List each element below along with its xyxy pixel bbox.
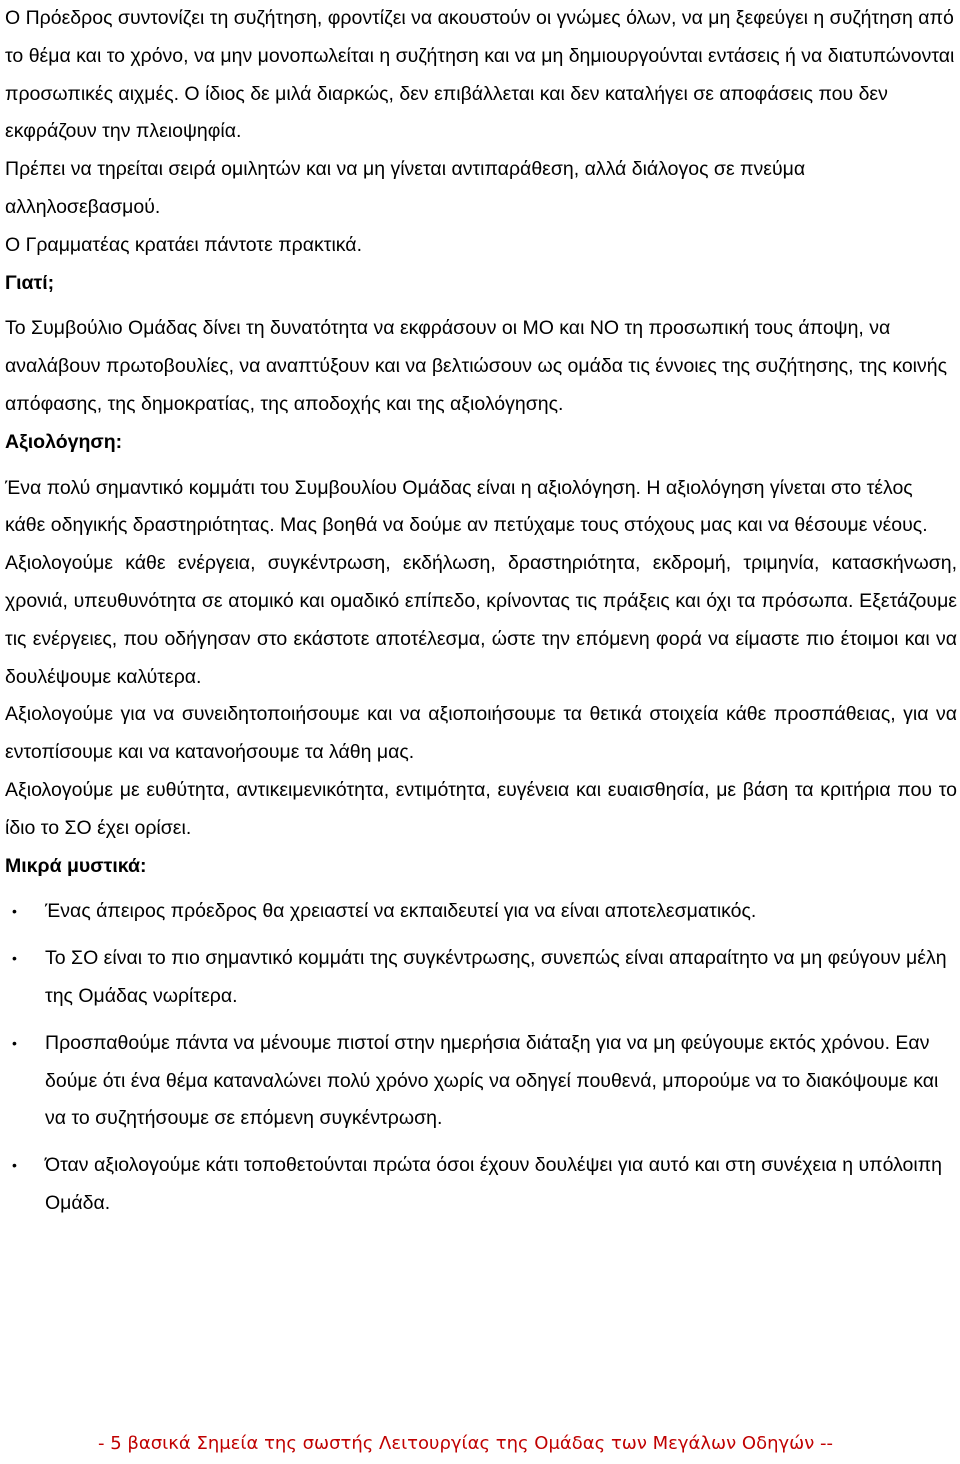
evaluation-paragraph-3: Αξιολογούμε για να συνειδητοποιήσουμε και να αξιοποιήσουμε τα θετικά στοιχεία κάθε προσπάθειας, για να εντοπίσουμε και να κατανοήσουμε τα λάθη μας. xyxy=(5,703,957,764)
tips-list xyxy=(5,893,957,1222)
bullet-icon: • xyxy=(12,1034,17,1051)
page-footer xyxy=(0,1433,960,1454)
list-item-text: Όταν αξιολογούμε κάτι τοποθετούνται πρώτα όσοι έχουν δουλέψει για αυτό και στη συνέχεια η υπόλοιπη Ομάδα. xyxy=(45,1154,943,1214)
bullet-icon: • xyxy=(12,903,17,920)
footer-text: - 5 βασικά Σημεία της σωστής Λειτουργίας της Ομάδας των Μεγάλων Οδηγών -- xyxy=(98,1433,833,1454)
spacer xyxy=(5,302,957,310)
evaluation-paragraph-4: Αξιολογούμε με ευθύτητα, αντικειμενικότητα, εντιμότητα, ευγένεια και ευαισθησία, με βάση τα κριτήρια που το ίδιο το ΣΟ έχει ορίσει. xyxy=(5,778,957,839)
spacer xyxy=(5,462,957,470)
bullet-icon: • xyxy=(12,1157,17,1174)
tips-heading: Μικρά μυστικά: xyxy=(5,854,147,877)
list-item-text: Προσπαθούμε πάντα να μένουμε πιστοί στην ημερήσια διάταξη για να μη φεύγουμε εκτός χρόνου. Εαν δούμε ότι ένα θέμα καταναλώνει πολύ χρόνο χωρίς να οδηγεί πουθενά, μπορούμε να το διακόψουμε και να το συζητήσουμε σε επόμενη συγκέντρωση. xyxy=(45,1031,939,1130)
list-item xyxy=(5,893,957,931)
why-heading: Γιατί; xyxy=(5,271,55,294)
list-item xyxy=(5,940,957,1016)
list-item-text: Ένας άπειρος πρόεδρος θα χρειαστεί να εκπαιδευτεί για να είναι αποτελεσματικός. xyxy=(45,900,757,923)
list-item xyxy=(5,1025,957,1138)
why-paragraph: Το Συμβούλιο Ομάδας δίνει τη δυνατότητα να εκφράσουν οι ΜΟ και ΝΟ τη προσωπική τους άποψη, να αναλάβουν πρωτοβουλίες, να αναπτύξουν και να βελτιώσουν ως ομάδα τις έννοιες της συζήτησης, της κοινής απόφασης, της δημοκρατίας, της αποδοχής και της αξιολόγησης. xyxy=(5,317,947,415)
document-page xyxy=(5,0,957,1232)
evaluation-paragraph-1: Ένα πολύ σημαντικό κομμάτι του Συμβουλίου Ομάδας είναι η αξιολόγηση. Η αξιολόγηση γίνεται στο τέλος κάθε οδηγικής δραστηριότητας. Μας βοηθά να δούμε αν πετύχαμε τους στόχους μας και να θέσουμε νέους. xyxy=(5,476,928,537)
intro-paragraph-3: Ο Γραμματέας κρατάει πάντοτε πρακτικά. xyxy=(5,233,362,256)
list-item xyxy=(5,1147,957,1223)
list-item-text: Το ΣΟ είναι το πιο σημαντικό κομμάτι της συγκέντρωσης, συνεπώς είναι απαραίτητο να μη φεύγουν μέλη της Ομάδας νωρίτερα. xyxy=(45,947,947,1007)
bullet-icon: • xyxy=(12,950,17,967)
evaluation-heading: Αξιολόγηση: xyxy=(5,430,123,453)
intro-paragraph-1: Ο Πρόεδρος συντονίζει τη συζήτηση, φροντίζει να ακουστούν οι γνώμες όλων, να μη ξεφεύγει η συζήτηση από το θέμα και το χρόνο, να μην μονοπωλείται η συζήτηση και να μη δημιουργούνται εντάσεις ή να διατυπώνονται προσωπικές αιχμές. Ο ίδιος δε μιλά διαρκώς, δεν επιβάλλεται και δεν καταλήγει σε αποφάσεις που δεν εκφράζουν την πλειοψηφία. xyxy=(5,7,955,143)
intro-paragraph-2: Πρέπει να τηρείται σειρά ομιλητών και να μη γίνεται αντιπαράθεση, αλλά διάλογος σε πνεύμα αλληλοσεβασμού. xyxy=(5,158,806,218)
evaluation-paragraph-2: Αξιολογούμε κάθε ενέργεια, συγκέντρωση, εκδήλωση, δραστηριότητα, εκδρομή, τριμηνία, κατασκήνωση, χρονιά, υπευθυνότητα σε ατομικό και ομαδικό επίπεδο, κρίνοντας τις πράξεις και όχι τα πρόσωπα. Εξετάζουμε τις ενέργειες, που οδήγησαν στο εκάστοτε αποτέλεσμα, ώστε την επόμενη φορά να είμαστε πιο έτοιμοι και να δουλέψουμε καλύτερα. xyxy=(5,552,957,688)
